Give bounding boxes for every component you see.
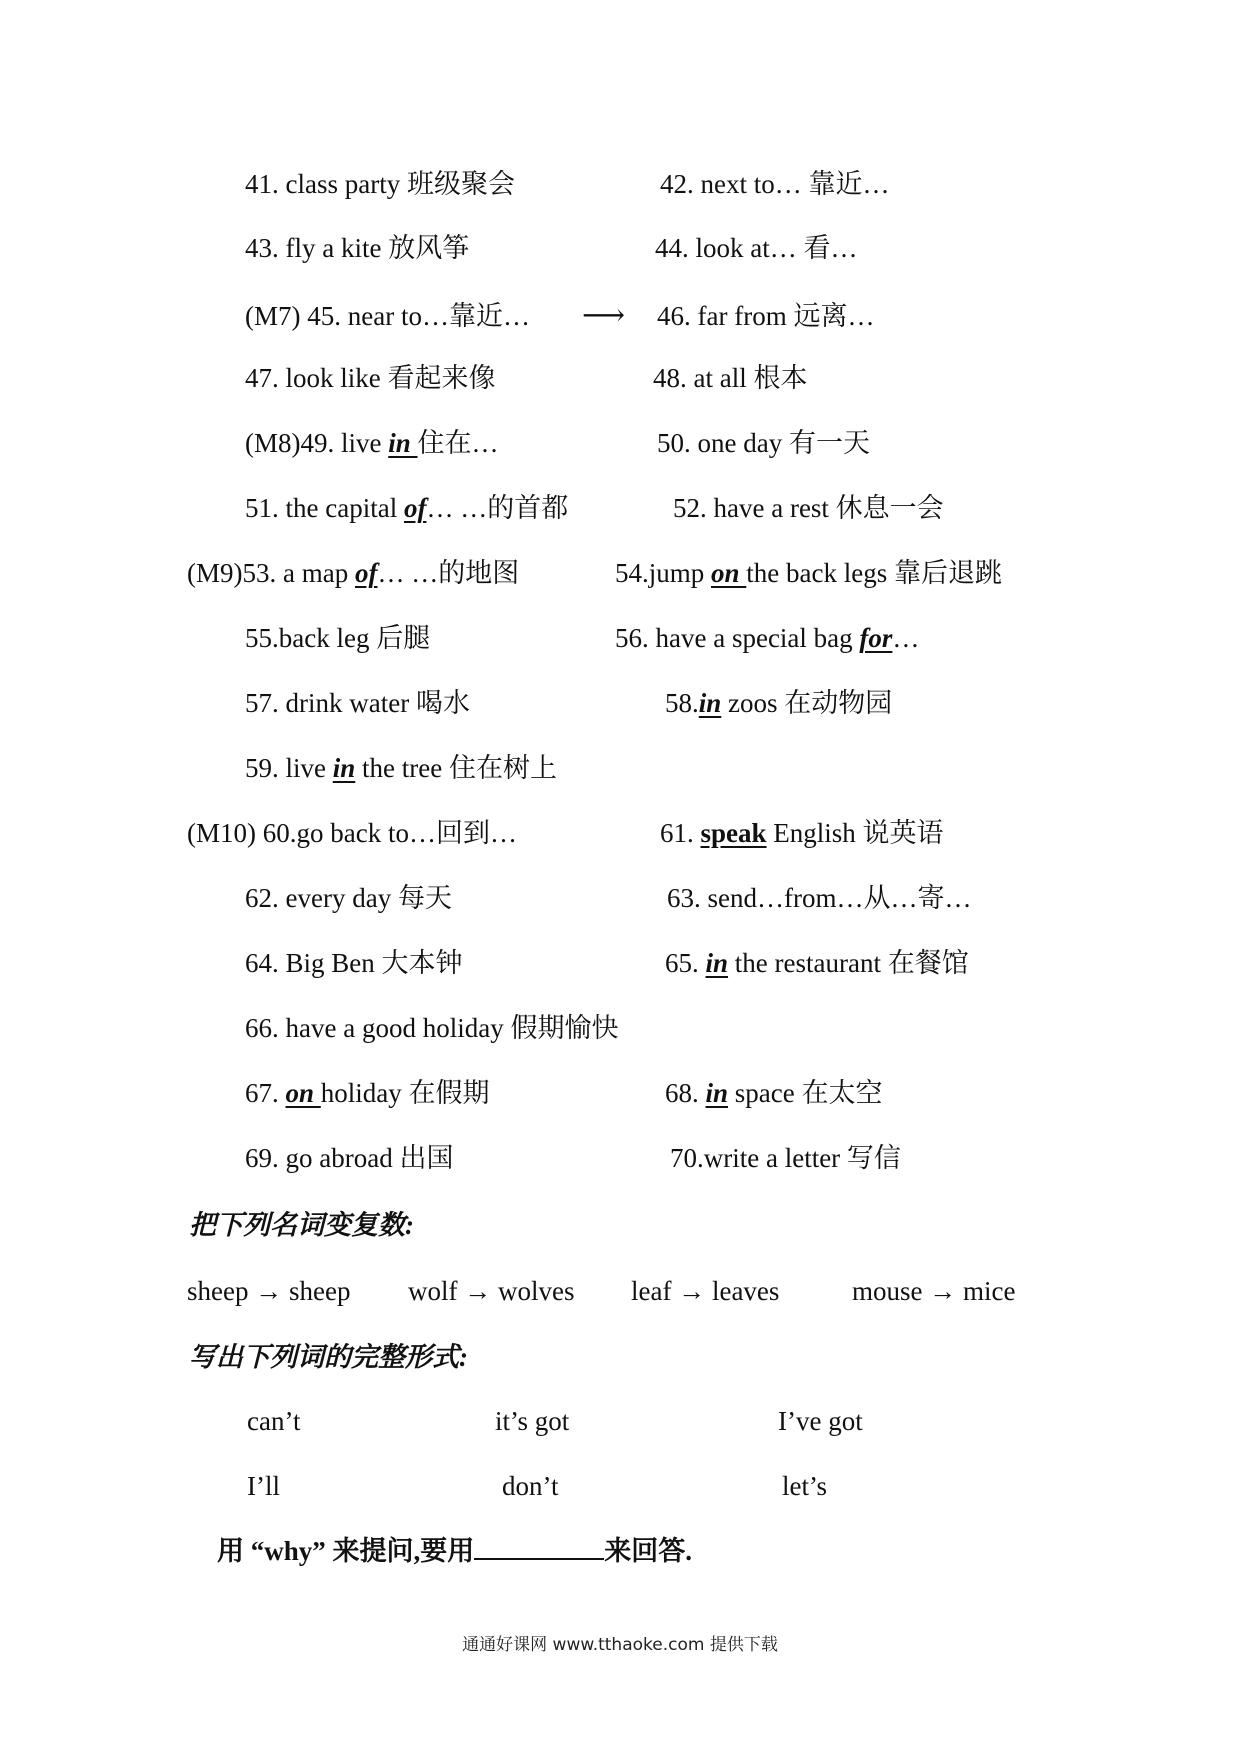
plurals-row [0,1269,1240,1313]
phrase-59-meaning: the tree 住在树上 [355,753,557,783]
phrase-70: 70.write a letter 写信 [670,1143,901,1173]
phrase-row [0,551,1240,595]
phrase-67-number: 67. [245,1078,286,1108]
phrase-row [0,421,1240,465]
contractions-heading: 写出下列词的完整形式: [189,1342,468,1372]
verb-speak: speak [700,818,767,848]
phrase-row [0,1071,1240,1115]
phrase-65-meaning: the restaurant 在餐馆 [728,948,969,978]
phrase-58-number: 58. [665,688,699,718]
phrase-47: 47. look like 看起来像 [245,363,496,393]
phrase-58-meaning: zoos 在动物园 [721,688,893,718]
contraction-dont: don’t [502,1471,559,1501]
phrase-62: 62. every day 每天 [245,883,452,913]
why-question-row [0,1529,1240,1573]
phrase-65 [665,941,969,985]
plural-wolf: wolf → wolves [408,1276,575,1306]
phrase-42: 42. next to… 靠近… [660,169,890,199]
why-question [217,1529,692,1573]
phrase-row [0,941,1240,985]
phrase-53 [187,551,519,595]
phrase-51 [245,486,568,530]
phrase-68 [665,1071,883,1115]
phrase-row [0,746,1240,790]
phrase-64: 64. Big Ben 大本钟 [245,948,463,978]
phrase-46: 46. far from 远离… [657,301,875,331]
why-question-end: 来回答. [604,1536,693,1566]
plurals-heading: 把下列名词变复数: [189,1210,414,1240]
phrase-row [0,294,1240,338]
phrase-row [0,1006,1240,1050]
answer-blank[interactable] [474,1532,604,1560]
preposition-of: of [403,493,427,523]
phrase-53-text: (M9)53. a map [187,558,355,588]
plural-sheep: sheep → sheep [187,1276,351,1306]
phrase-65-number: 65. [665,948,706,978]
phrase-68-meaning: space 在太空 [728,1078,883,1108]
contraction-lets: let’s [782,1471,827,1501]
preposition-in: in [698,688,722,718]
footer-credit: 通通好课网 www.tthaoke.com 提供下载 [462,1635,778,1655]
phrase-row [0,1136,1240,1180]
phrase-56-text: 56. have a special bag [615,623,860,653]
phrase-68-number: 68. [665,1078,706,1108]
plural-leaf: leaf → leaves [631,1276,780,1306]
phrase-69: 69. go abroad 出国 [245,1143,454,1173]
phrase-45: (M7) 45. near to…靠近… [245,301,530,331]
phrase-41: 41. class party 班级聚会 [245,169,515,199]
phrase-60: (M10) 60.go back to…回到… [187,818,517,848]
contractions-row [0,1464,1240,1508]
phrase-row [0,811,1240,855]
preposition-in: in [705,1078,729,1108]
phrase-57: 57. drink water 喝水 [245,688,470,718]
phrase-row [0,162,1240,206]
preposition-on: on [711,558,747,588]
phrase-row [0,486,1240,530]
phrase-61 [660,811,944,855]
phrase-row [0,681,1240,725]
phrase-row [0,876,1240,920]
phrase-61-meaning: English 说英语 [766,818,944,848]
contraction-its-got: it’s got [495,1406,570,1436]
phrase-53-meaning: … …的地图 [377,558,520,588]
phrase-row [0,356,1240,400]
phrase-63: 63. send…from…从…寄… [667,883,972,913]
phrase-43: 43. fly a kite 放风筝 [245,233,470,263]
phrase-51-meaning: … …的首都 [426,493,569,523]
phrase-52: 52. have a rest 休息一会 [673,493,944,523]
preposition-on: on [285,1078,321,1108]
contraction-cant: can’t [247,1406,301,1436]
phrase-54 [615,551,1002,595]
phrase-56-ellipsis: … [892,623,920,653]
phrase-54-text: 54.jump [615,558,712,588]
phrase-44: 44. look at… 看… [655,233,858,263]
phrase-59 [245,746,557,790]
phrase-67 [245,1071,490,1115]
contraction-ive-got: I’ve got [778,1406,863,1436]
phrase-56 [615,616,919,660]
phrase-49-meaning: 住在… [417,428,499,458]
phrase-54-meaning: the back legs 靠后退跳 [746,558,1002,588]
phrase-67-meaning: holiday 在假期 [320,1078,490,1108]
phrase-58 [665,681,892,725]
phrase-55: 55.back leg 后腿 [245,623,431,653]
phrase-48: 48. at all 根本 [653,363,808,393]
phrase-row [0,616,1240,660]
preposition-of: of [354,558,378,588]
phrase-49 [245,421,499,465]
phrase-59-text: 59. live [245,753,333,783]
plural-mouse: mouse → mice [852,1276,1016,1306]
preposition-for: for [859,623,893,653]
phrase-61-number: 61. [660,818,701,848]
phrase-51-text: 51. the capital [245,493,404,523]
right-arrow-icon: ⟶ [582,299,626,332]
preposition-in: in [388,428,418,458]
preposition-in: in [705,948,729,978]
contraction-ill: I’ll [247,1471,280,1501]
preposition-in: in [332,753,356,783]
phrase-50: 50. one day 有一天 [657,428,870,458]
phrase-row [0,226,1240,270]
phrase-66: 66. have a good holiday 假期愉快 [245,1013,619,1043]
phrase-49-text: (M8)49. live [245,428,389,458]
contractions-row [0,1399,1240,1443]
why-question-prompt: 用 “why” 来提问,要用 [217,1536,475,1566]
